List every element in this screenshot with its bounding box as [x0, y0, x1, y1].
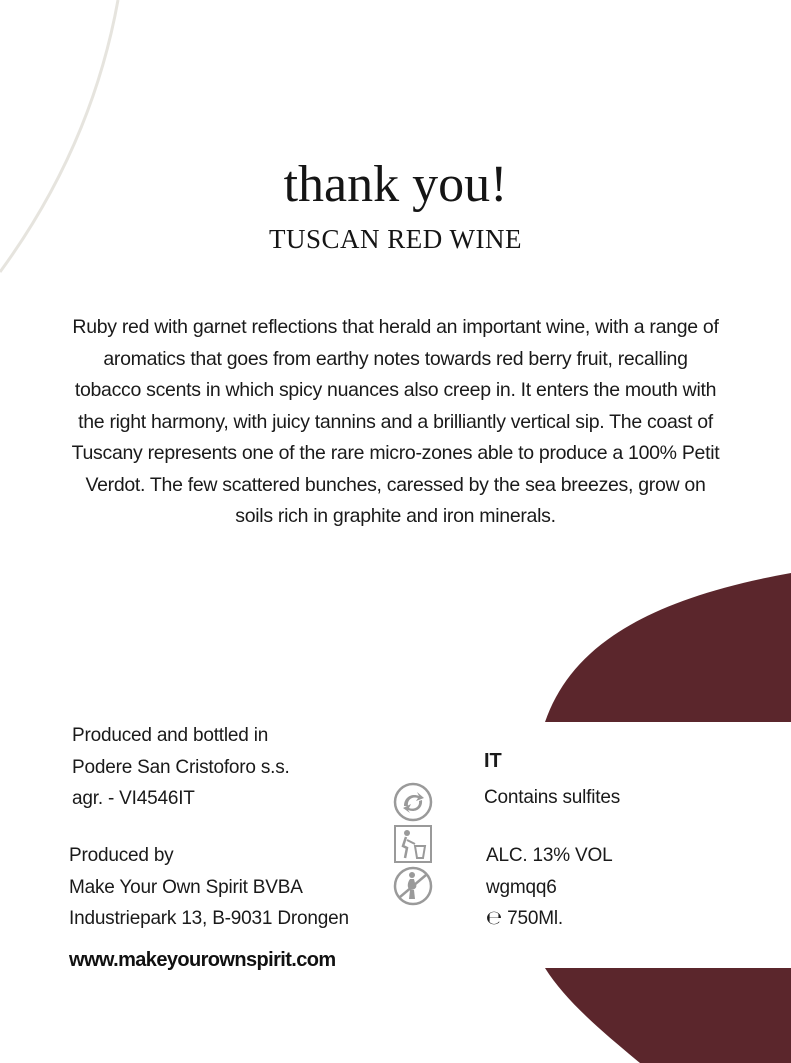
alcohol-content: ALC. 13% VOL: [486, 845, 613, 866]
wine-description: Ruby red with garnet reflections that herald an important wine, with a range of aromatics that goes from earthy notes towards red berry fruit, recalling tobacco scents in which spicy nuances also creep in. It enters the mouth with the right harmony, with juicy tannins and a brilliantly vertical sip. The coast of Tuscany represents one of the rare micro-zones able to produce a 100% Petit Verdot. The few scattered bunches, caressed by the sea breezes, grow on soils rich in graphite and iron minerals.: [71, 316, 720, 527]
estimated-sign-icon: ℮: [486, 907, 503, 929]
recycle-icon: [393, 782, 433, 822]
litter-bin-icon: [393, 824, 433, 864]
decorative-shape-top-right: [545, 573, 791, 722]
wine-type: TUSCAN RED WINE: [269, 224, 522, 254]
producer-line: Make Your Own Spirit BVBA: [69, 876, 303, 898]
bottled-line: agr. - VI4546IT: [72, 788, 195, 809]
bottled-line: Podere San Cristoforo s.s.: [72, 756, 290, 778]
page-title: thank you!: [283, 156, 508, 213]
lot-number: wgmqq6: [486, 876, 557, 898]
sulfites-text: Contains sulfites: [484, 787, 621, 808]
producer-line: Produced by: [69, 845, 174, 866]
volume-text: 750Ml.: [507, 908, 563, 929]
bottled-line: Produced and bottled in: [72, 725, 269, 746]
label-icons: [393, 782, 435, 908]
pregnant-warning-icon: [393, 866, 433, 906]
allergen-info: [484, 782, 620, 814]
bottled-info: [72, 720, 290, 815]
decorative-shape-bottom-right: [545, 968, 791, 1063]
product-specs: [486, 840, 612, 935]
website-link[interactable]: www.makeyourownspirit.com: [69, 949, 336, 971]
country-code: IT: [484, 750, 502, 772]
volume-line: [486, 903, 612, 935]
producer-info: [69, 840, 349, 935]
producer-line: Industriepark 13, B-9031 Drongen: [69, 908, 349, 929]
